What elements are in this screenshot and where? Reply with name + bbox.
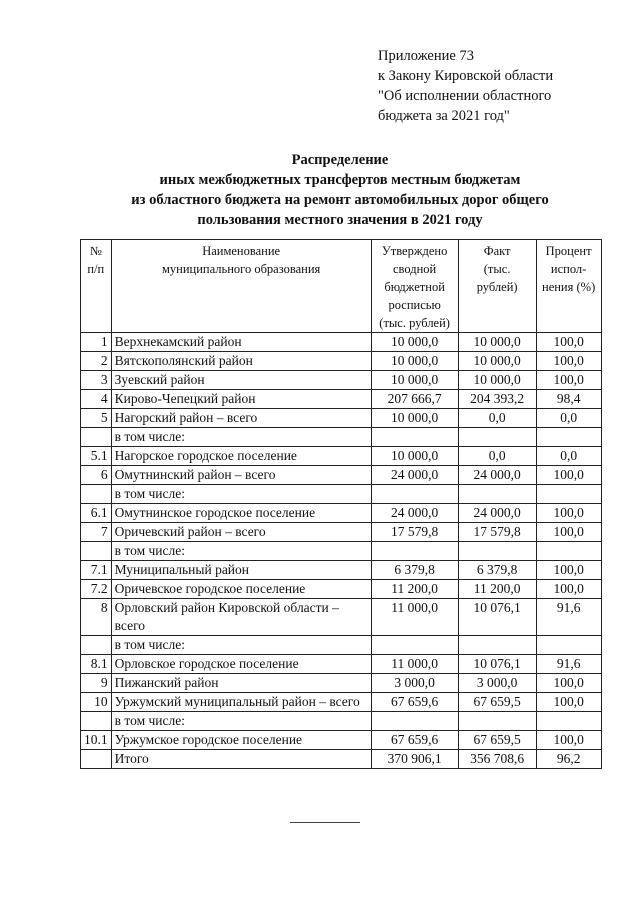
row-number: 7.2 (81, 580, 112, 599)
row-name: Орловское городское поселение (111, 655, 371, 674)
title-line: Распределение (291, 152, 389, 168)
row-approved (371, 542, 458, 561)
table-row (81, 599, 602, 636)
header-approved (371, 240, 458, 333)
row-percent (536, 636, 601, 655)
header-text: Утверждено (381, 244, 448, 258)
row-name: Верхнекамский район (111, 333, 371, 352)
row-fact: 204 393,2 (458, 390, 536, 409)
table-header-row (81, 240, 602, 333)
table-row (81, 542, 602, 561)
appendix-line: к Закону Кировской области (378, 68, 554, 84)
row-approved: 24 000,0 (371, 466, 458, 485)
row-name: в том числе: (111, 712, 371, 731)
appendix-note (378, 46, 553, 126)
row-name: Кирово-Чепецкий район (111, 390, 371, 409)
row-fact: 10 000,0 (458, 371, 536, 390)
row-approved: 10 000,0 (371, 333, 458, 352)
header-text: нения (%) (542, 280, 596, 294)
row-percent: 100,0 (536, 504, 601, 523)
row-fact (458, 636, 536, 655)
row-percent: 100,0 (536, 466, 601, 485)
row-fact: 67 659,5 (458, 731, 536, 750)
table-row (81, 561, 602, 580)
table-row (81, 409, 602, 428)
row-number (81, 542, 112, 561)
table-row (81, 428, 602, 447)
row-name: Итого (111, 750, 371, 769)
row-name: Муниципальный район (111, 561, 371, 580)
row-percent: 100,0 (536, 523, 601, 542)
footer-divider (290, 822, 360, 823)
row-approved: 24 000,0 (371, 504, 458, 523)
row-name: Уржумский муниципальный район – всего (111, 693, 371, 712)
header-text: рублей) (476, 280, 518, 294)
row-fact (458, 542, 536, 561)
row-number: 5.1 (81, 447, 112, 466)
table-row (81, 504, 602, 523)
row-name: Нагорский район – всего (111, 409, 371, 428)
table-row (81, 390, 602, 409)
row-name: Омутнинский район – всего (111, 466, 371, 485)
row-approved: 67 659,6 (371, 693, 458, 712)
row-fact: 0,0 (458, 409, 536, 428)
table-row (81, 693, 602, 712)
header-text: бюджетной (384, 280, 445, 294)
row-percent (536, 485, 601, 504)
row-name: Омутнинское городское поселение (111, 504, 371, 523)
table-row (81, 352, 602, 371)
row-name: Вятскополянский район (111, 352, 371, 371)
table-row (81, 674, 602, 693)
header-text: Наименование (202, 244, 281, 258)
header-text: (тыс. рублей) (379, 316, 450, 330)
row-approved: 6 379,8 (371, 561, 458, 580)
row-percent: 100,0 (536, 693, 601, 712)
row-name: Уржумское городское поселение (111, 731, 371, 750)
row-fact: 17 579,8 (458, 523, 536, 542)
appendix-line: "Об исполнении областного (378, 88, 552, 104)
row-fact: 3 000,0 (458, 674, 536, 693)
row-name: Орловский район Кировской области – всего (111, 599, 371, 636)
row-approved: 207 666,7 (371, 390, 458, 409)
row-number: 6.1 (81, 504, 112, 523)
row-fact: 10 076,1 (458, 599, 536, 636)
row-approved (371, 712, 458, 731)
row-percent: 100,0 (536, 371, 601, 390)
row-number: 8 (81, 599, 112, 636)
row-fact: 24 000,0 (458, 504, 536, 523)
row-approved: 17 579,8 (371, 523, 458, 542)
header-text: испол- (550, 262, 587, 276)
header-text: Факт (483, 244, 511, 258)
row-name: Зуевский район (111, 371, 371, 390)
row-number: 10.1 (81, 731, 112, 750)
row-percent: 100,0 (536, 352, 601, 371)
table-row (81, 447, 602, 466)
row-approved: 370 906,1 (371, 750, 458, 769)
header-text: (тыс. (483, 262, 511, 276)
row-percent (536, 712, 601, 731)
row-approved: 67 659,6 (371, 731, 458, 750)
row-percent: 100,0 (536, 580, 601, 599)
transfers-table (80, 239, 602, 769)
row-percent: 100,0 (536, 333, 601, 352)
table-row (81, 636, 602, 655)
row-number (81, 428, 112, 447)
row-fact: 6 379,8 (458, 561, 536, 580)
row-approved: 11 200,0 (371, 580, 458, 599)
table-row (81, 712, 602, 731)
row-fact: 24 000,0 (458, 466, 536, 485)
row-fact (458, 428, 536, 447)
row-number (81, 750, 112, 769)
row-percent: 100,0 (536, 674, 601, 693)
row-name: в том числе: (111, 428, 371, 447)
header-text: Процент (545, 244, 592, 258)
row-fact: 10 000,0 (458, 352, 536, 371)
row-approved (371, 428, 458, 447)
table-row (81, 333, 602, 352)
row-percent (536, 542, 601, 561)
row-approved: 11 000,0 (371, 655, 458, 674)
row-percent: 91,6 (536, 599, 601, 636)
appendix-line: бюджета за 2021 год" (378, 108, 510, 124)
row-number: 2 (81, 352, 112, 371)
table-row (81, 371, 602, 390)
table-row (81, 466, 602, 485)
row-percent: 100,0 (536, 561, 601, 580)
title-line: иных межбюджетных трансфертов местным бюджетам (159, 172, 521, 188)
header-num (81, 240, 112, 333)
table-row (81, 485, 602, 504)
row-name: в том числе: (111, 485, 371, 504)
table-row (81, 580, 602, 599)
document-title (60, 150, 620, 230)
row-percent (536, 428, 601, 447)
row-number: 3 (81, 371, 112, 390)
header-fact (458, 240, 536, 333)
header-text: п/п (87, 262, 105, 276)
row-approved: 10 000,0 (371, 447, 458, 466)
row-approved: 3 000,0 (371, 674, 458, 693)
row-approved: 10 000,0 (371, 409, 458, 428)
row-fact: 356 708,6 (458, 750, 536, 769)
row-number (81, 712, 112, 731)
header-text: № (89, 244, 102, 258)
table-row (81, 523, 602, 542)
row-number: 6 (81, 466, 112, 485)
row-percent: 0,0 (536, 447, 601, 466)
row-number: 10 (81, 693, 112, 712)
row-name: Оричевский район – всего (111, 523, 371, 542)
row-percent: 96,2 (536, 750, 601, 769)
row-approved (371, 636, 458, 655)
row-number: 4 (81, 390, 112, 409)
row-approved: 10 000,0 (371, 371, 458, 390)
row-approved (371, 485, 458, 504)
row-number: 8.1 (81, 655, 112, 674)
row-number (81, 636, 112, 655)
table-row (81, 731, 602, 750)
row-number: 7 (81, 523, 112, 542)
row-number: 1 (81, 333, 112, 352)
row-number (81, 485, 112, 504)
row-fact (458, 485, 536, 504)
row-name: Оричевское городское поселение (111, 580, 371, 599)
header-percent (536, 240, 601, 333)
row-fact: 10 076,1 (458, 655, 536, 674)
header-text: росписью (388, 298, 441, 312)
row-name: в том числе: (111, 542, 371, 561)
table-row (81, 655, 602, 674)
appendix-line: Приложение 73 (378, 48, 474, 64)
row-name: Нагорское городское поселение (111, 447, 371, 466)
table-row (81, 750, 602, 769)
row-approved: 10 000,0 (371, 352, 458, 371)
row-number: 7.1 (81, 561, 112, 580)
row-fact: 67 659,5 (458, 693, 536, 712)
row-percent: 98,4 (536, 390, 601, 409)
row-percent: 100,0 (536, 731, 601, 750)
row-fact: 0,0 (458, 447, 536, 466)
title-line: из областного бюджета на ремонт автомобильных дорог общего (131, 192, 549, 208)
row-number: 5 (81, 409, 112, 428)
title-line: пользования местного значения в 2021 году (197, 212, 483, 228)
row-fact: 10 000,0 (458, 333, 536, 352)
row-fact (458, 712, 536, 731)
row-percent: 0,0 (536, 409, 601, 428)
header-text: муниципального образования (161, 262, 321, 276)
row-percent: 91,6 (536, 655, 601, 674)
row-fact: 11 200,0 (458, 580, 536, 599)
row-approved: 11 000,0 (371, 599, 458, 636)
row-name: в том числе: (111, 636, 371, 655)
row-number: 9 (81, 674, 112, 693)
row-name: Пижанский район (111, 674, 371, 693)
header-name (111, 240, 371, 333)
header-text: сводной (393, 262, 437, 276)
